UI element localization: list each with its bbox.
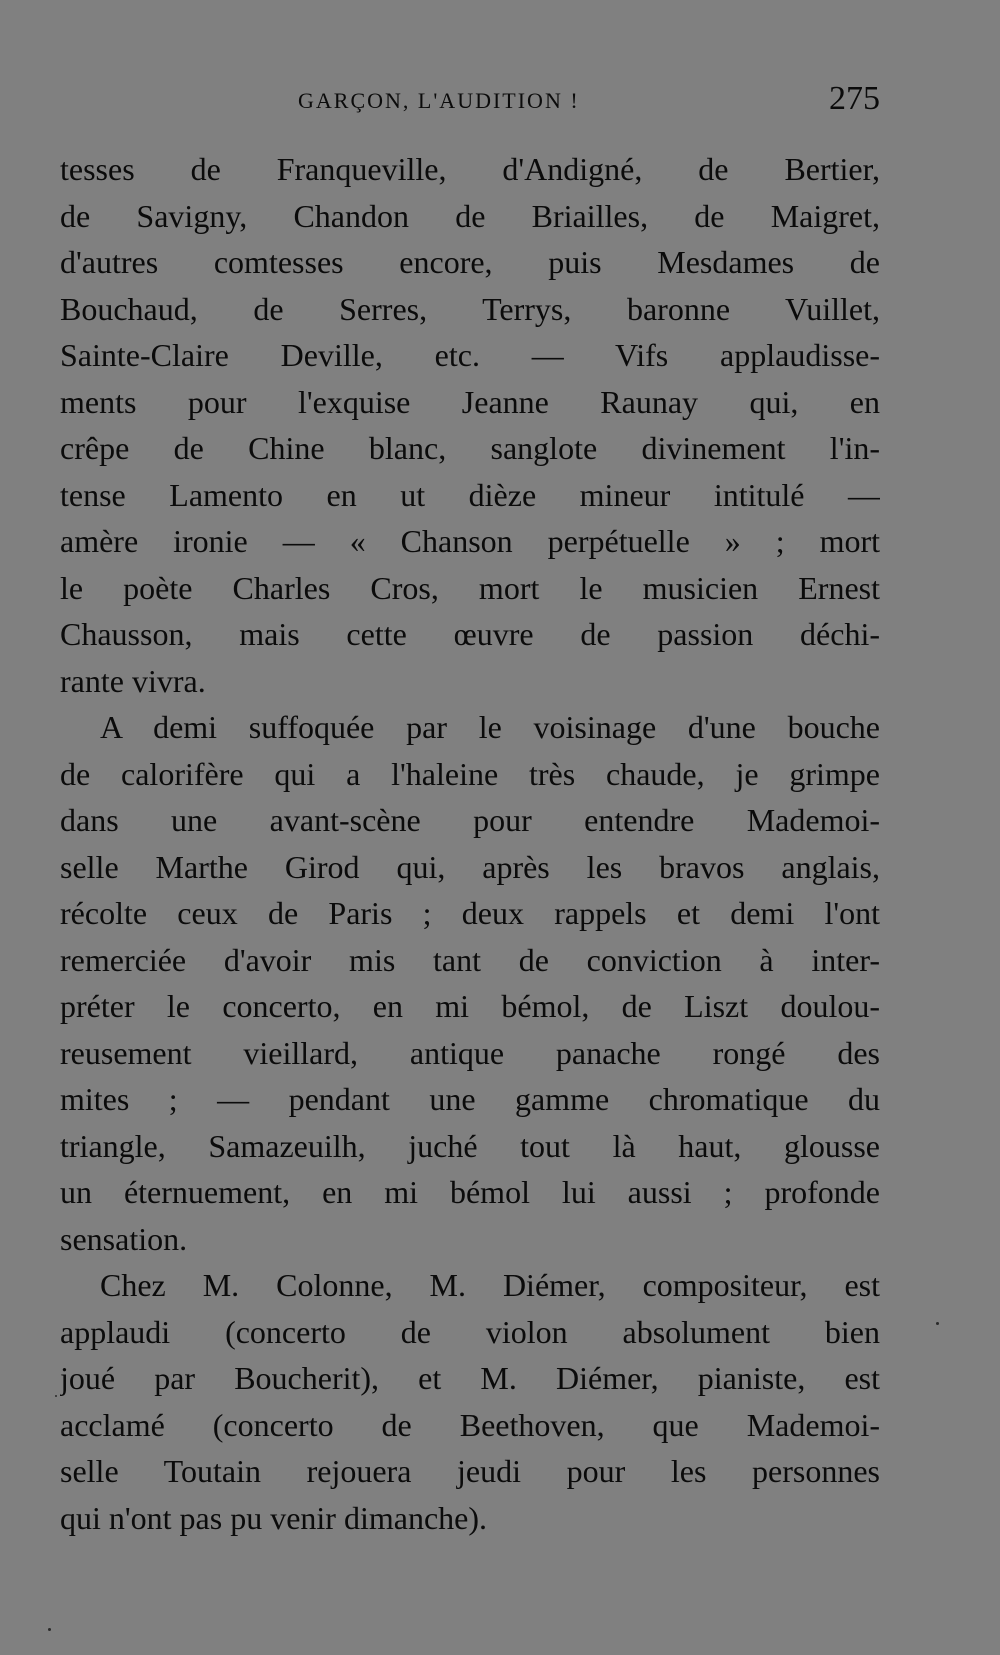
- text-line: A demi suffoquée par le voisinage d'une bouche: [100, 709, 880, 745]
- body-text: [60, 146, 880, 1541]
- text-line: d'autres comtesses encore, puis Mesdames de: [60, 244, 880, 280]
- text-line: amère ironie — « Chanson perpétuelle » ; mort: [60, 523, 880, 559]
- text-line: Chez M. Colonne, M. Diémer, compositeur, est: [100, 1267, 880, 1303]
- scan-speck: [48, 1628, 51, 1631]
- page-header: [60, 80, 880, 120]
- text-line: ments pour l'exquise Jeanne Raunay qui, en: [60, 383, 880, 420]
- text-line: Bouchaud, de Serres, Terrys, baronne Vuillet,: [60, 290, 880, 327]
- text-line: reusement vieillard, antique panache rongé des: [60, 1034, 880, 1071]
- text-line: Sainte-Claire Deville, etc. — Vifs applaudisse-: [60, 337, 880, 373]
- text-line: dans une avant-scène pour entendre Mademoi-: [60, 802, 880, 838]
- page-number: 275: [829, 80, 880, 117]
- text-line: selle Toutain rejouera jeudi pour les personnes: [60, 1453, 880, 1489]
- paragraph-2: [60, 704, 880, 1262]
- text-line: tense Lamento en ut dièze mineur intitulé —: [60, 476, 880, 513]
- text-line: qui n'ont pas pu venir dimanche).: [60, 1499, 487, 1536]
- text-line: récolte ceux de Paris ; deux rappels et demi l'ont: [60, 895, 880, 931]
- running-title: GARÇON, L'AUDITION !: [298, 88, 580, 113]
- text-line: crêpe de Chine blanc, sanglote divinement l'in-: [60, 430, 880, 466]
- text-line: de calorifère qui a l'haleine très chaude, je grimpe: [60, 755, 880, 792]
- text-line: de Savigny, Chandon de Briailles, de Maigret,: [60, 197, 880, 234]
- text-line: sensation.: [60, 1220, 188, 1257]
- text-line: mites ; — pendant une gamme chromatique du: [60, 1081, 880, 1117]
- text-line: triangle, Samazeuilh, juché tout là haut, glousse: [60, 1127, 880, 1164]
- text-line: selle Marthe Girod qui, après les bravos anglais,: [60, 848, 880, 885]
- text-line: le poète Charles Cros, mort le musicien Ernest: [60, 569, 880, 606]
- text-line: tesses de Franqueville, d'Andigné, de Bertier,: [60, 151, 880, 187]
- scan-speck: [55, 1395, 57, 1397]
- text-line: un éternuement, en mi bémol lui aussi ; profonde: [60, 1174, 880, 1210]
- text-line: acclamé (concerto de Beethoven, que Mademoi-: [60, 1406, 880, 1443]
- text-line: Chausson, mais cette œuvre de passion déchi-: [60, 616, 880, 652]
- text-line: préter le concerto, en mi bémol, de Liszt doulou-: [60, 988, 880, 1024]
- text-line: remerciée d'avoir mis tant de conviction à inter-: [60, 941, 880, 978]
- scan-speck: [936, 1322, 939, 1325]
- paragraph-1: [60, 146, 880, 704]
- text-line: applaudi (concerto de violon absolument bien: [60, 1313, 880, 1350]
- text-line: joué par Boucherit), et M. Diémer, pianiste, est: [60, 1360, 880, 1396]
- text-line: rante vivra.: [60, 662, 206, 699]
- paragraph-3: [60, 1262, 880, 1541]
